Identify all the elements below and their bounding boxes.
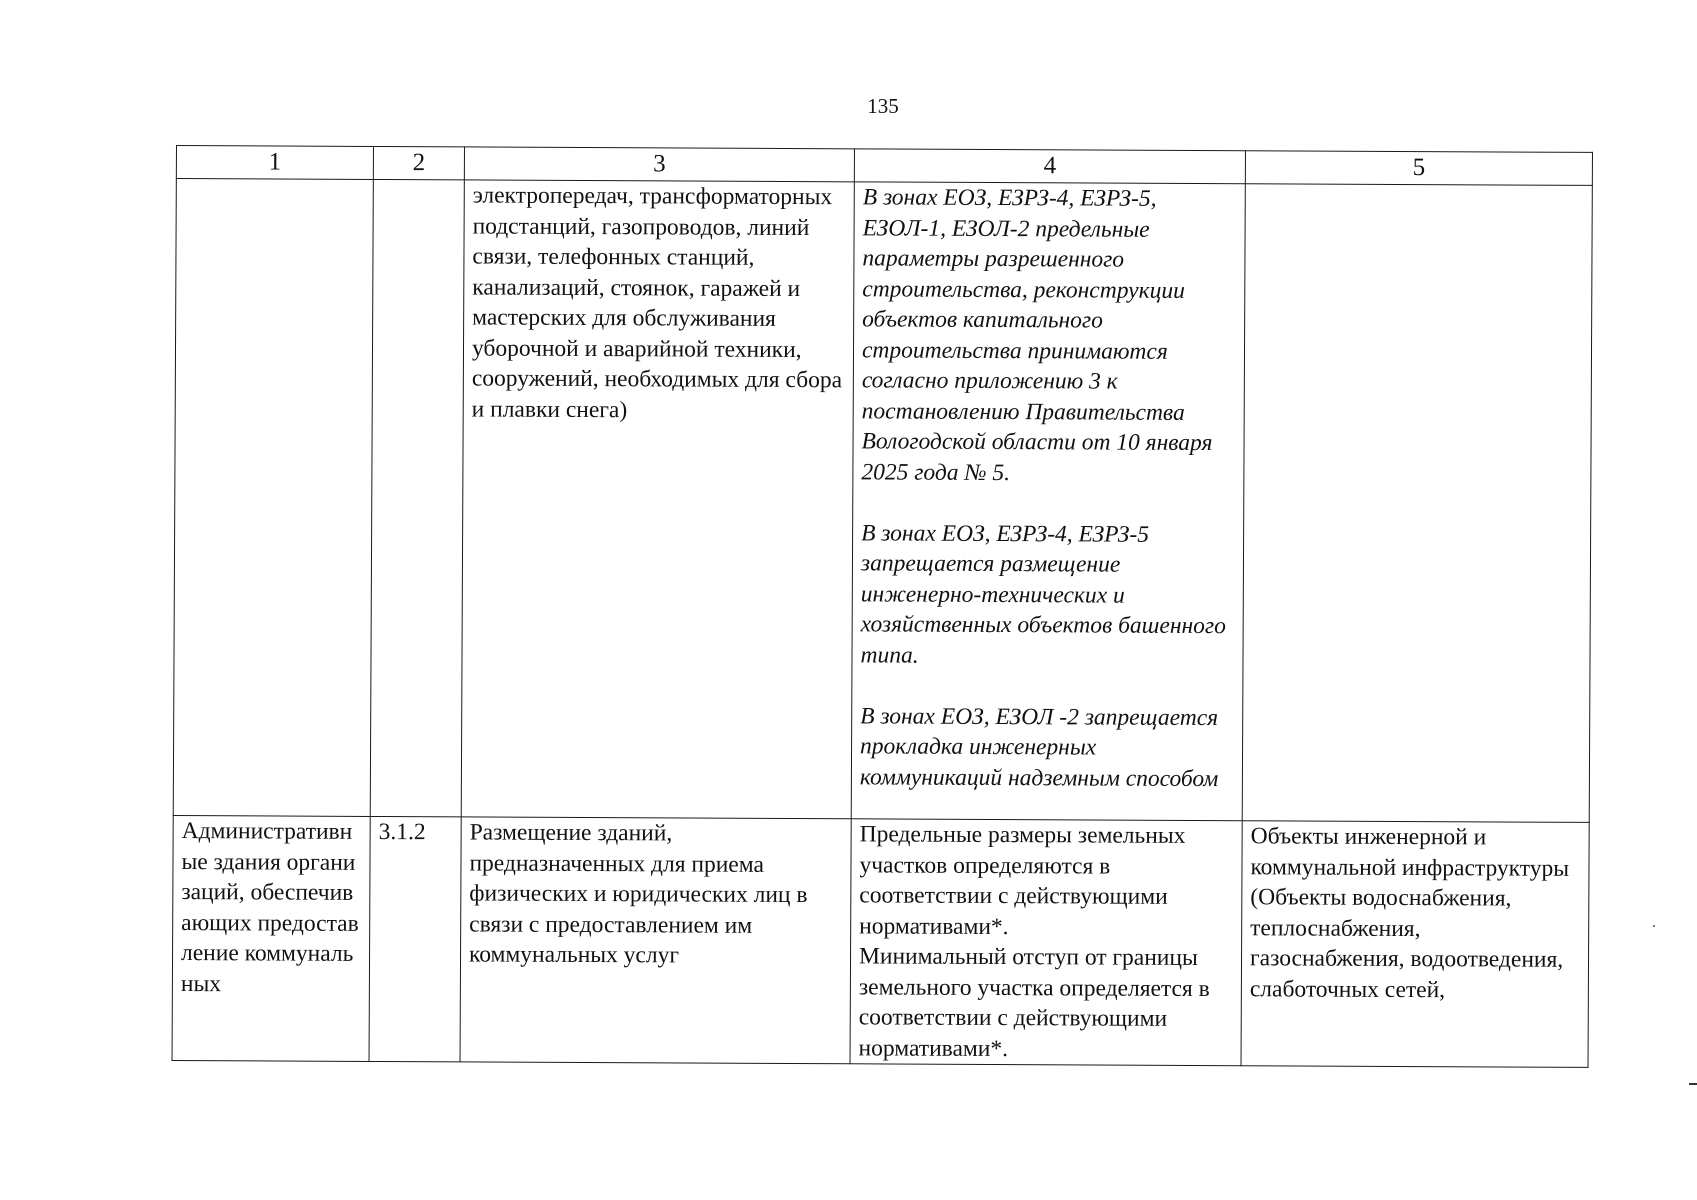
row2-col3-description: Размещение зданий, предназначенных для приема физических и юридических лиц в связи с предоставлением им коммунальных услуг [460,817,851,1064]
page-number: 135 [867,94,899,118]
regulations-table [172,145,1593,1068]
header-col-3: 3 [464,147,854,182]
row1-col4-parameters [851,182,1245,821]
row2-col1-name: Административные здания организаций, обеспечивающих предоставление коммунальных [172,815,370,1061]
row2-col5-objects: Объекты инженерной и коммунальной инфраструктуры (Объекты водоснабжения, теплоснабжения, газоснабжения, водоотведения, слаботочных сетей, [1241,821,1589,1068]
scan-speck [1653,925,1655,927]
row2-col2-code: 3.1.2 [369,816,461,1061]
row2-col4-parameters [850,819,1242,1066]
row1-col4-paragraph: В зонах ЕОЗ, ЕЗОЛ -2 запрещается прокладка инженерных коммуникаций надземным способом [859,702,1219,792]
row2-col4-line: Предельные размеры земельных участков определяются в соответствии с действующими нормативами*. [859,821,1186,940]
row1-col5 [1242,184,1592,823]
header-col-1: 1 [176,146,373,180]
row1-col4-paragraph: В зонах ЕОЗ, ЕЗРЗ-4, ЕЗРЗ-5, ЕЗОЛ-1, ЕЗОЛ-2 предельные параметры разрешенного строительства, реконструкции объектов капитального строительства принимаются согласно приложению 3 к постановлению Правительства Вологодской области от 10 января 2025 года № 5. [861,184,1213,486]
row1-col2 [370,179,464,816]
row1-col3-description: электропередач, трансформаторных подстанций, газопроводов, линий связи, телефонных станций, канализаций, стоянок, гаражей и мастерских для обслуживания уборочной и аварийной техники, сооружений, необходимых для сбора и плавки снега) [461,180,854,819]
row2-col4-line: Минимальный отступ от границы земельного участка определяется в соответствии с действующими нормативами*. [858,943,1210,1062]
header-col-4: 4 [854,149,1245,184]
row1-col1 [173,179,373,817]
header-col-2: 2 [373,146,464,179]
header-col-5: 5 [1245,151,1592,186]
scan-edge-mark [1689,1083,1697,1085]
table-row-admin-buildings [172,815,1589,1067]
table-row-continuation [173,179,1592,823]
row1-col4-paragraph: В зонах ЕОЗ, ЕЗРЗ-4, ЕЗРЗ-5 запрещается размещение инженерно-технических и хозяйственных объектов башенного типа. [860,519,1226,669]
